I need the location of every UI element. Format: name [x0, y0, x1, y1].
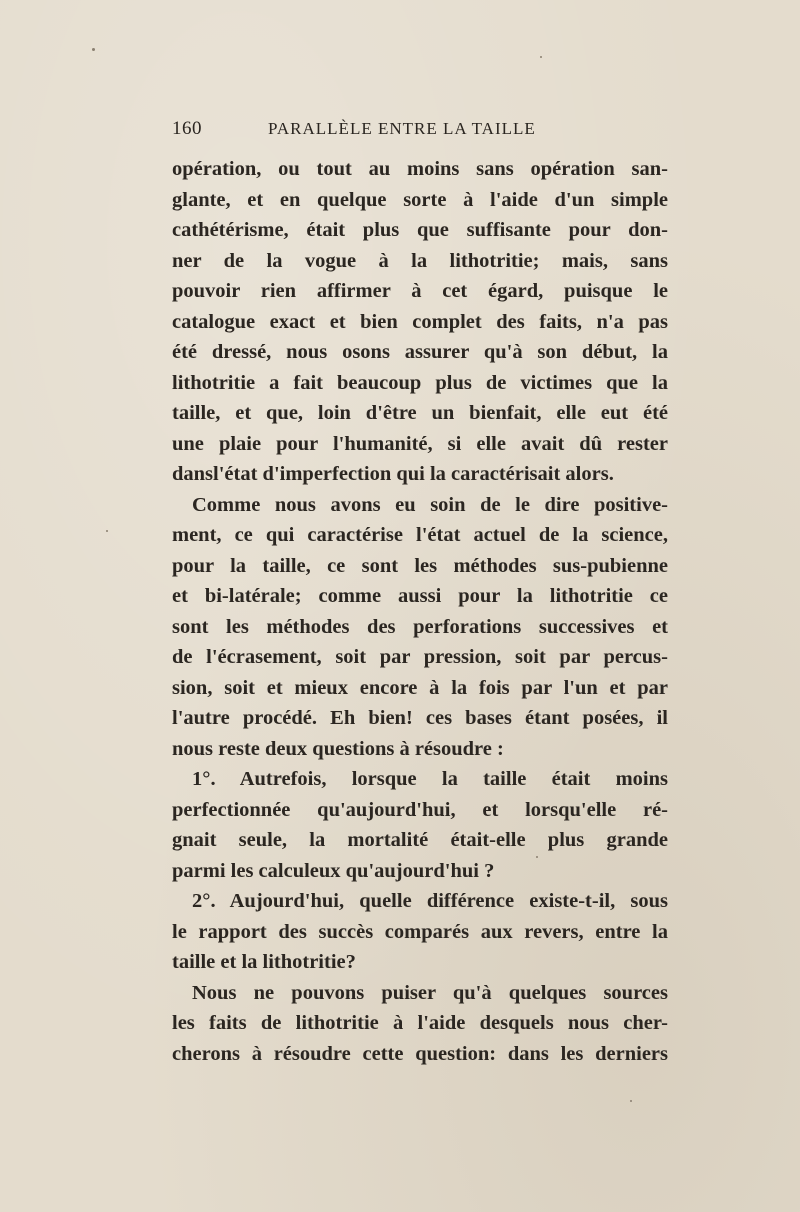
text-line: dansl'état d'imperfection qui la caractérisait alors. — [172, 463, 614, 485]
paper-speck — [106, 530, 108, 532]
text-line: l'autre procédé. Eh bien! ces bases étant posées, il — [172, 707, 668, 729]
paper-speck — [92, 48, 95, 51]
text-line: 1°. Autrefois, lorsque la taille était moins — [192, 768, 668, 790]
running-title: PARALLÈLE ENTRE LA TAILLE — [268, 119, 536, 138]
text-line: les faits de lithotritie à l'aide desquels nous cher- — [172, 1012, 668, 1034]
text-line: sont les méthodes des perforations successives et — [172, 615, 668, 638]
text-line: le rapport des succès comparés aux revers, entre la — [172, 920, 668, 943]
text-line: Comme nous avons eu soin de le dire positive- — [192, 493, 668, 516]
body-text — [172, 154, 668, 1069]
text-line: taille et la lithotritie? — [172, 951, 356, 973]
text-line: glante, et en quelque sorte à l'aide d'un simple — [172, 188, 668, 211]
text-line: ment, ce qui caractérise l'état actuel de la science, — [172, 524, 668, 546]
text-line: et bi-latérale; comme aussi pour la lithotritie ce — [172, 585, 668, 607]
text-line: cathétérisme, était plus que suffisante pour don- — [172, 219, 668, 241]
paper-speck — [540, 56, 542, 58]
text-line: une plaie pour l'humanité, si elle avait dû rester — [172, 432, 668, 455]
page-header — [172, 118, 668, 144]
text-line: opération, ou tout au moins sans opération san- — [172, 158, 668, 180]
text-line: 2°. Aujourd'hui, quelle différence existe-t-il, sous — [192, 890, 668, 912]
text-line: catalogue exact et bien complet des faits, n'a pas — [172, 310, 668, 333]
text-line: nous reste deux questions à résoudre : — [172, 737, 504, 760]
text-line: parmi les calculeux qu'aujourd'hui ? — [172, 859, 495, 882]
paragraph — [172, 490, 668, 765]
text-line: lithotritie a fait beaucoup plus de victimes que la — [172, 371, 668, 394]
text-line: taille, et que, loin d'être un bienfait, elle eut été — [172, 402, 668, 424]
text-line: cherons à résoudre cette question: dans les derniers — [172, 1042, 668, 1065]
text-line: sion, soit et mieux encore à la fois par l'un et par — [172, 676, 668, 699]
text-line: ner de la vogue à la lithotritie; mais, sans — [172, 249, 668, 272]
paragraph — [172, 764, 668, 886]
text-line: pour la taille, ce sont les méthodes sus-pubienne — [172, 554, 668, 577]
paper-speck — [630, 1100, 632, 1102]
paragraph — [172, 886, 668, 978]
paragraph — [172, 154, 668, 490]
text-line: Nous ne pouvons puiser qu'à quelques sources — [192, 981, 668, 1004]
page-number: 160 — [172, 118, 202, 139]
text-line: pouvoir rien affirmer à cet égard, puisque le — [172, 280, 668, 302]
text-line: gnait seule, la mortalité était-elle plus grande — [172, 829, 668, 851]
paper-speck — [536, 856, 538, 858]
text-line: de l'écrasement, soit par pression, soit par percus- — [172, 646, 668, 668]
text-line: perfectionnée qu'aujourd'hui, et lorsqu'elle ré- — [172, 798, 668, 821]
paragraph — [172, 978, 668, 1070]
text-line: été dressé, nous osons assurer qu'à son début, la — [172, 341, 668, 363]
